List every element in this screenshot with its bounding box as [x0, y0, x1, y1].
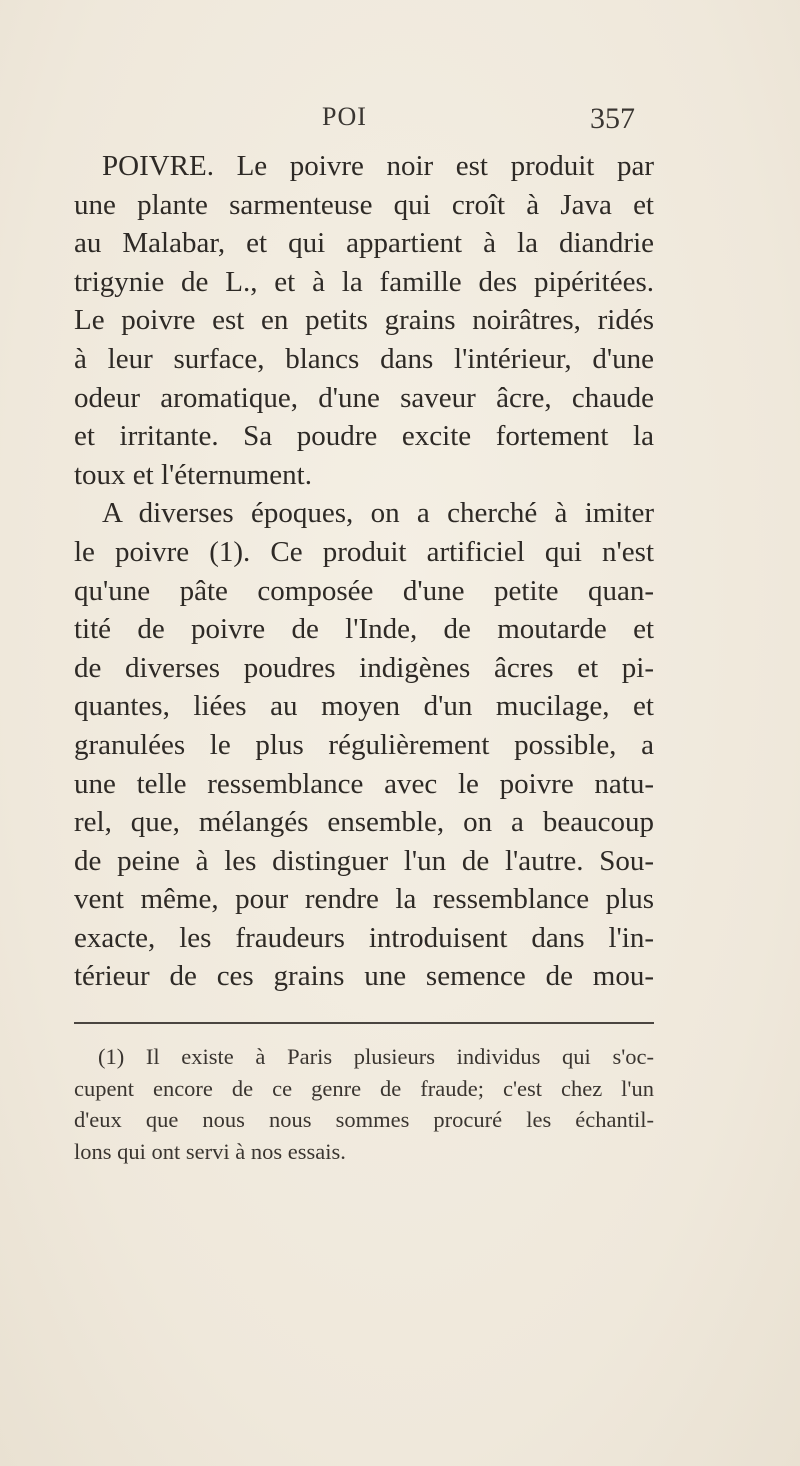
page-number: 357 [590, 102, 635, 135]
body-line: une plante sarmenteuse qui croît à Java et [74, 188, 654, 221]
body-line: odeur aromatique, d'une saveur âcre, chaude [74, 381, 654, 414]
running-head-title: POI [322, 102, 367, 131]
body-line: de peine à les distinguer l'un de l'autre. Sou- [74, 844, 654, 877]
body-line: granulées le plus régulièrement possible, a [74, 728, 654, 761]
body-line: vent même, pour rendre la ressemblance plus [74, 883, 654, 916]
body-line: térieur de ces grains une semence de mou- [74, 960, 654, 993]
body-line: POIVRE. Le poivre noir est produit par [102, 150, 654, 182]
footnote-line: d'eux que nous nous sommes procuré les échantil- [74, 1107, 654, 1132]
footnote-line: lons qui ont servi à nos essais. [74, 1138, 346, 1164]
footnote-line: (1) Il existe à Paris plusieurs individus qui s'oc- [98, 1044, 654, 1069]
body-line: A diverses époques, on a cherché à imiter [102, 497, 654, 530]
body-text [74, 147, 654, 996]
footnote [74, 1041, 654, 1167]
body-line: au Malabar, et qui appartient à la diandrie [74, 227, 654, 260]
footnote-rule [74, 1022, 654, 1024]
body-line: qu'une pâte composée d'une petite quan- [74, 574, 654, 607]
body-line: exacte, les fraudeurs introduisent dans l'in- [74, 921, 654, 954]
body-line: à leur surface, blancs dans l'intérieur, d'une [74, 342, 654, 375]
footnote-line: cupent encore de ce genre de fraude; c'est chez l'un [74, 1075, 654, 1101]
body-line: une telle ressemblance avec le poivre natu- [74, 767, 654, 800]
body-line: le poivre (1). Ce produit artificiel qui n'est [74, 535, 654, 568]
body-line: Le poivre est en petits grains noirâtres, ridés [74, 304, 654, 337]
body-line: et irritante. Sa poudre excite fortement la [74, 420, 654, 453]
body-line: toux et l'éternument. [74, 458, 312, 491]
running-head [0, 102, 800, 142]
body-line: rel, que, mélangés ensemble, on a beaucoup [74, 806, 654, 839]
body-line: quantes, liées au moyen d'un mucilage, et [74, 690, 654, 723]
body-line: trigynie de L., et à la famille des pipéritées. [74, 265, 654, 298]
body-line: de diverses poudres indigènes âcres et pi- [74, 651, 654, 684]
body-line: tité de poivre de l'Inde, de moutarde et [74, 613, 654, 646]
